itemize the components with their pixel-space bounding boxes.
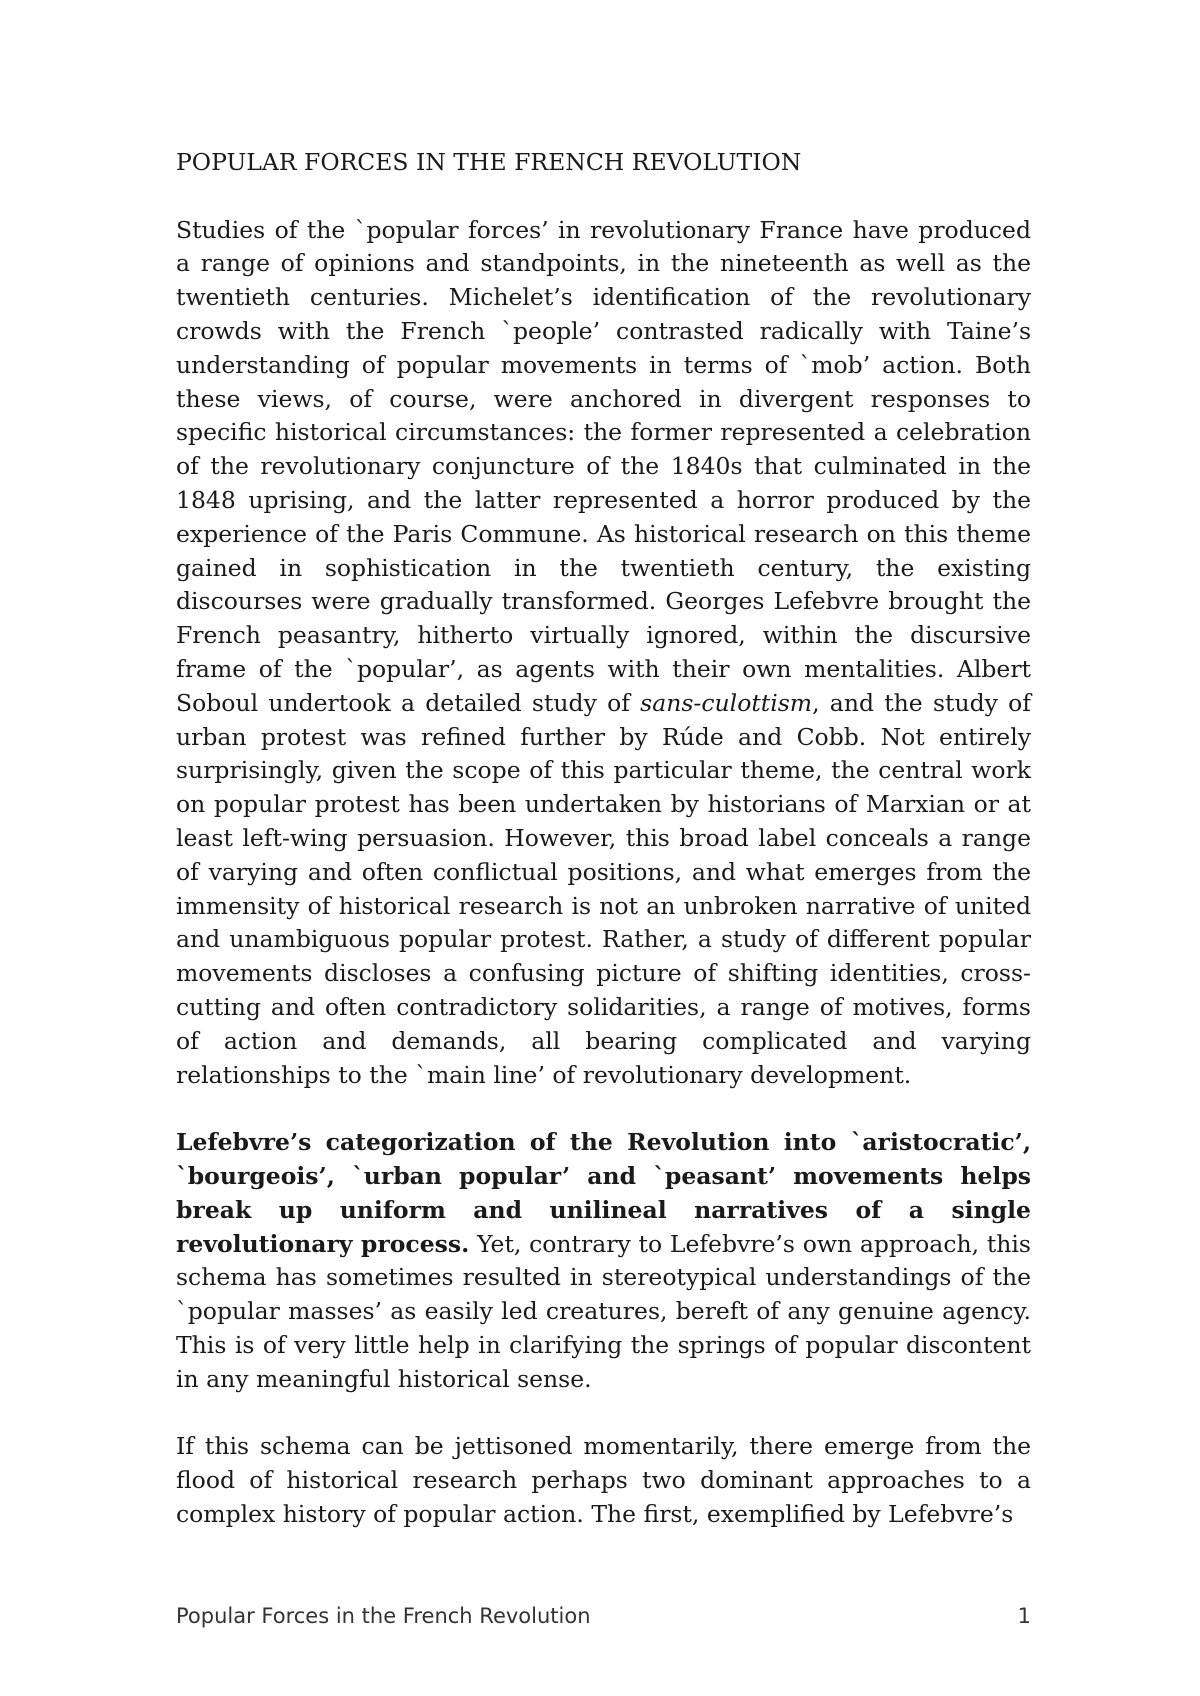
paragraph-1-text-b: , and the study of urban protest was refined further by Rúde and Cobb. Not entirely surprisingly, given the scope of this particular theme, the central work on popular protest has been undertaken by historians of Marxian or at least left-wing persuasion. However, this broad label conceals a range of varying and often conflictual positions, and what emerges from the immensity of historical research is not an unbroken narrative of united and unambiguous popular protest. Rather, a study of different popular movements discloses a confusing picture of shifting identities, cross-cutting and often contradictory solidarities, a range of motives, forms of action and demands, all bearing complicated and varying relationships to the `main line’ of revolutionary development.: [176, 688, 1032, 1089]
document-title: POPULAR FORCES IN THE FRENCH REVOLUTION: [176, 148, 802, 176]
page-number: 1: [1017, 1604, 1031, 1628]
paragraph-1-italic-term: sans-culottism: [640, 688, 813, 717]
paragraph-2-text: Yet, contrary to Lefebvre’s own approach, this schema has sometimes resulted in stereotypical understandings of the `popular masses’ as easily led creatures, bereft of any genuine agency. This is of very little help in clarifying the springs of popular discontent in any meaningful historical sense.: [176, 1229, 1031, 1393]
paragraph-2-bold-lead: Lefebvre’s categorization of the Revolution into `aristocratic’, `bourgeois’, `urban popular’ and `peasant’ movements helps break up uniform and unilineal narratives of a single revolutionary process.: [176, 1128, 1031, 1258]
footer-title: Popular Forces in the French Revolution: [176, 1604, 591, 1628]
page-footer: [176, 1604, 1031, 1628]
document-body: [176, 146, 1031, 1532]
paragraph-1: [176, 214, 1031, 1093]
paragraph-2: [176, 1126, 1031, 1396]
paragraph-3: If this schema can be jettisoned momentarily, there emerge from the flood of historical research perhaps two dominant approaches to a complex history of popular action. The first, exemplified by Lefebvre’s: [176, 1432, 1031, 1528]
paragraph-1-text-a: Studies of the `popular forces’ in revolutionary France have produced a range of opinions and standpoints, in the nineteenth as well as the twentieth centuries. Michelet’s identification of the revolutionary crowds with the French `people’ contrasted radically with Taine’s understanding of popular movements in terms of `mob’ action. Both these views, of course, were anchored in divergent responses to specific historical circumstances: the former represented a celebration of the revolutionary conjuncture of the 1840s that culminated in the 1848 uprising, and the latter represented a horror produced by the experience of the Paris Commune. As historical research on this theme gained in sophistication in the twentieth century, the existing discourses were gradually transformed. Georges Lefebvre brought the French peasantry, hitherto virtually ignored, within the discursive frame of the `popular’, as agents with their own mentalities. Albert Soboul undertook a detailed study of: [176, 215, 1031, 717]
